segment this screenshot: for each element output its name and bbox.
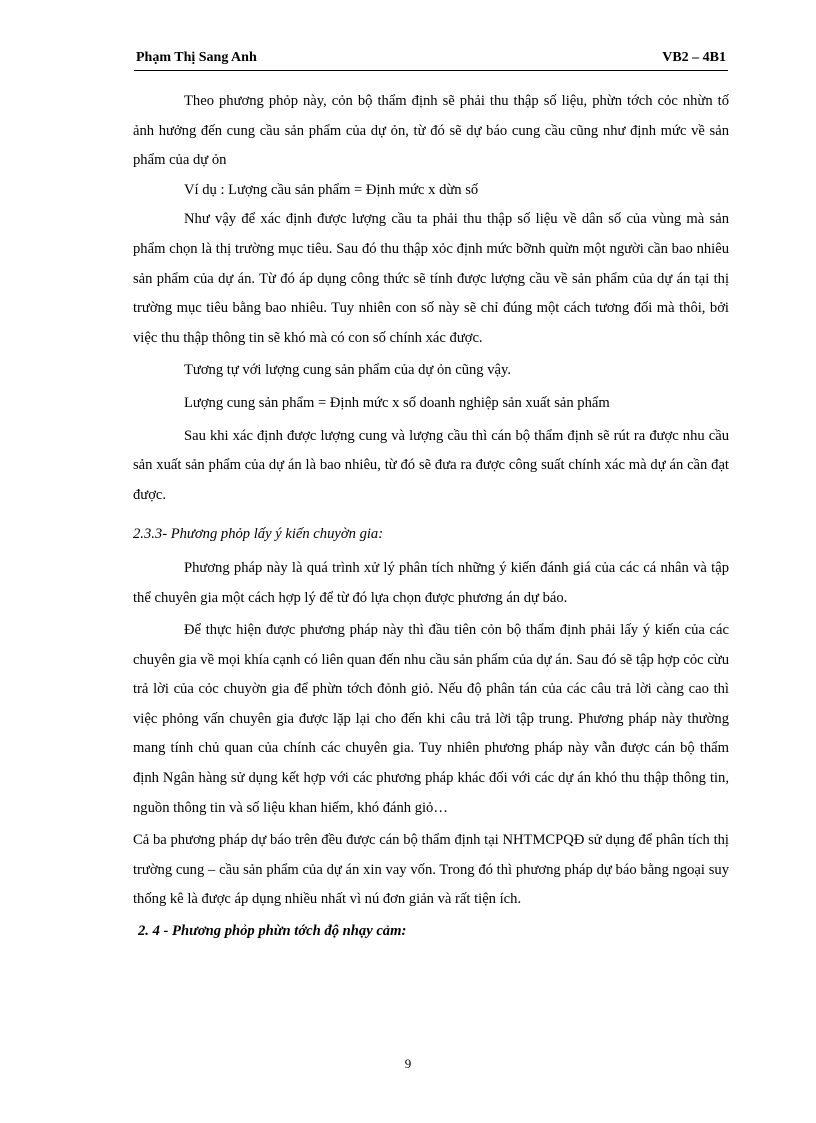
page-header: [134, 50, 728, 71]
paragraph: Sau khi xác định được lượng cung và lượng cầu thì cán bộ thẩm định sẽ rút ra được nhu cầu sản xuất sản phẩm của dự án là bao nhiêu, từ đó sẽ đưa ra được công suất chính xác mà dự án cần đạt được.: [133, 427, 729, 503]
paragraph: Tương tự với lượng cung sản phẩm của dự ỏn cũng vậy.: [184, 362, 512, 379]
page-number: 9: [404, 1056, 412, 1071]
section-heading-2-3-3: 2.3.3- Phương phỏp lấy ý kiến chuyờn gia:: [133, 526, 384, 543]
formula-supply: Lượng cung sản phẩm = Định mức x số doanh nghiệp sản xuất sản phẩm: [184, 394, 610, 411]
header-author: Phạm Thị Sang Anh: [136, 50, 257, 65]
paragraph: Để thực hiện được phương pháp này thì đầu tiên cỏn bộ thẩm định phải lấy ý kiến của các chuyên gia về mọi khía cạnh có liên quan đến nhu cầu sản phẩm của dự án. Sau đó sẽ tập hợp cỏc cừu trả lời của cỏc chuyờn gia để phừn tớch đỏnh giỏ. Nếu độ phân tán của các câu trả lời càng cao thì việc phỏng vấn chuyên gia được lặp lại cho đến khi câu trả lời tập trung. Phương pháp này thường mang tính chủ quan của chính các chuyên gia. Tuy nhiên phương pháp này vẫn được cán bộ thẩm định Ngân hàng sử dụng kết hợp với các phương pháp khác đối với các dự án khó thu thập thông tin, nguồn thông tin và số liệu khan hiếm, khó đánh giỏ…: [133, 622, 729, 816]
paragraph: Phương pháp này là quá trình xử lý phân tích những ý kiến đánh giá của các cá nhân và tập thể chuyên gia một cách hợp lý để từ đó lựa chọn được phương án dự báo.: [133, 559, 729, 606]
document-body: [133, 87, 729, 947]
header-class-code: VB2 – 4B1: [662, 50, 726, 65]
section-heading-2-4: 2. 4 - Phương phỏp phừn tớch độ nhạy cảm:: [138, 923, 407, 940]
paragraph: Theo phương phỏp này, cỏn bộ thẩm định sẽ phải thu thập số liệu, phừn tớch cỏc nhừn tố ảnh hưởng đến cung cầu sản phẩm của dự ỏn, từ đó sẽ dự báo cung cầu cũng như định mức về sản phẩm của dự ỏn: [133, 93, 729, 169]
formula-example: Ví dụ : Lượng cầu sản phẩm = Định mức x dừn số: [184, 181, 479, 198]
paragraph: Cả ba phương pháp dự báo trên đều được cán bộ thẩm định tại NHTMCPQĐ sử dụng để phân tích thị trường cung – cầu sản phẩm của dự án xin vay vốn. Trong đó thì phương pháp dự báo bằng ngoại suy thống kê là được áp dụng nhiều nhất vì nú đơn giản và rất tiện ích.: [133, 832, 729, 908]
paragraph: Như vậy để xác định được lượng cầu ta phải thu thập số liệu về dân số của vùng mà sản phẩm chọn là thị trường mục tiêu. Sau đó thu thập xỏc định mức bỡnh quừn một người cần bao nhiêu sản phẩm của dự án. Từ đó áp dụng công thức sẽ tính được lượng cầu về sản phẩm của dự án tại thị trường mục tiêu bằng bao nhiêu. Tuy nhiên con số này sẽ chỉ đúng một cách tương đối mà thôi, bởi việc thu thập thông tin sẽ khó mà có con số chính xác được.: [133, 211, 729, 346]
